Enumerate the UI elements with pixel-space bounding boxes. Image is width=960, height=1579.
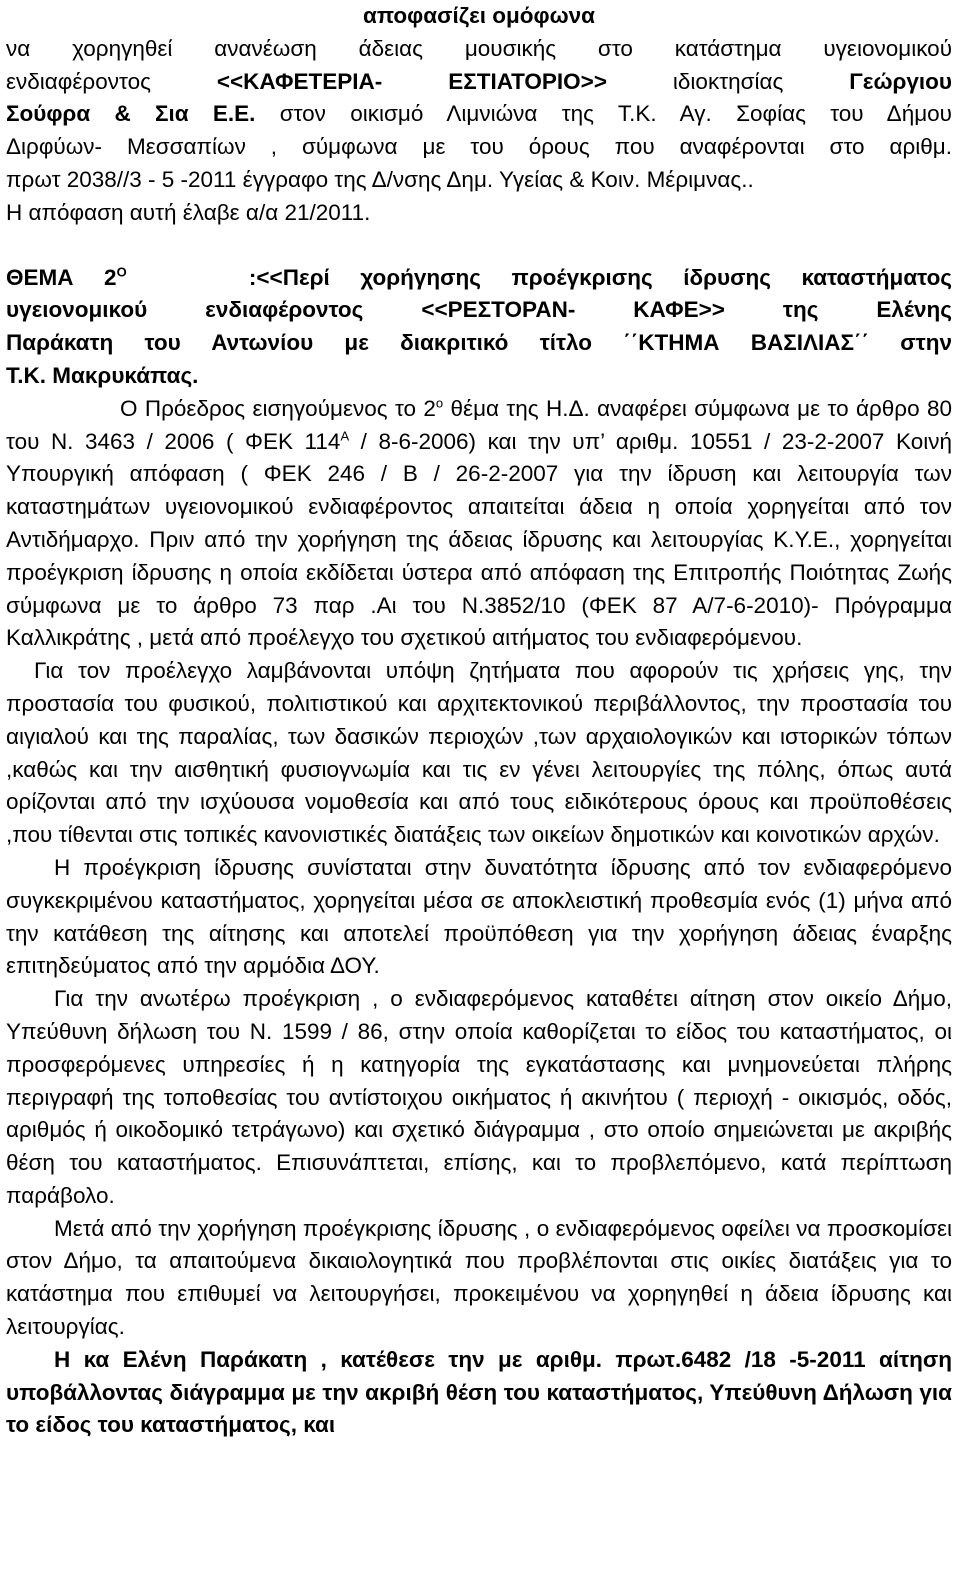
spacer (6, 230, 952, 262)
decision-line: πρωτ 2038//3 - 5 -2011 έγγραφο της Δ/νσης Δημ. Υγείας & Κοιν. Μέριμνας.. (6, 166, 754, 192)
decision-body (6, 33, 952, 230)
topic-line: Παράκατη του Αντωνίου με διακριτικό τίτλο ΄΄ΚΤΗΜΑ ΒΑΣΙΛΙΑΣ΄΄ στην (6, 330, 952, 356)
decision-line: Σούφρα & Σια Ε.Ε. στον οικισμό Λιμνιώνα της Τ.Κ. Αγ. Σοφίας του Δήμου (6, 101, 952, 127)
topic-line: Τ.Κ. Μακρυκάπας. (6, 362, 199, 388)
paragraph-application: Για την ανωτέρω προέγκριση , ο ενδιαφερόμενος καταθέτει αίτηση στον οικείο Δήμο, Υπεύθυνη δήλωση του Ν. 1599 / 86, στην οποία καθορίζεται το είδος του καταστήματος, οι προσφερόμενες υπηρεσίες ή η κατηγορία της εγκατάστασης και μνημονεύεται πλήρης περιγραφή της τοποθεσίας του αντίστοιχου οικήματος ή ακινήτου ( περιοχή - οικισμός, οδός, αριθμός ή οικοδομικό τετράγωνο) και σχετικό διάγραμμα , στο οποίο σημειώνεται με ακριβής θέση του καταστήματος. Επισυνάπτεται, επίσης, και το προβλεπόμενο, κατά περίπτωση παράβολο. (6, 986, 952, 1208)
decision-number: Η απόφαση αυτή έλαβε α/α 21/2011. (6, 199, 371, 225)
decision-line: Διρφύων- Μεσσαπίων , σύμφωνα με του όρους που αναφέρονται στο αριθμ. (6, 134, 952, 160)
topic-line: υγειονομικού ενδιαφέροντος <<ΡΕΣΤΟΡΑΝ- ΚΑΦΕ>> της Ελένης (6, 297, 952, 323)
paragraph-law-reference: Ο Πρόεδρος εισηγούμενος το $2^o$ θέμα της Η.Δ. αναφέρει σύμφωνα με το άρθρο 80 του Ν. 3463 / 2006 ( ΦΕΚ $114^A / 8-6-2006$) και την υπ’ αριθμ. 10551 / 23-2-2007 Κοινή Υπουργική απόφαση ( ΦΕΚ 246 / Β / 26-2-2007 για την ίδρυση και λειτουργία των καταστημάτων υγειονομικού ενδιαφέροντος απαιτείται άδεια η οποία χορηγείται από τον Αντιδήμαρχο. Πριν από την χορήγηση της άδειας ίδρυσης και λειτουργίας Κ.Υ.Ε., χορηγείται προέγκριση ίδρυσης η οποία εκδίδεται ύστερα από απόφαση της Επιτροπής Ποιότητας Ζωής σύμφωνα με το άρθρο 73 παρ .Αι του Ν.3852/10 (ΦΕΚ 87 Α/7-6-2010)- Πρόγραμμα Καλλικράτης , μετά από προέλεγχο του σχετικού αιτήματος του ενδιαφερόμενου. (6, 395, 952, 651)
paragraph-prescreening: Για τον προέλεγχο λαμβάνονται υπόψη ζητήματα που αφορούν τις χρήσεις γης, την προστασία του φυσικού, πολιτιστικού και αρχιτεκτονικού περιβάλλοντος, την προστασία του αιγιαλού και της παραλίας, των δασικών περιοχών ,των αρχαιολογικών και ιστορικών τόπων ,καθώς και την αισθητική φυσιογνωμία και τις εν γένει λειτουργίες της πόλης, όπως αυτά ορίζονται από την ισχύουσα νομοθεσία και από τους ειδικότερους όρους και προϋποθέσεις ,που τίθενται στις τοπικές κανονιστικές διατάξεις των οικείων δημοτικών και κοινοτικών αρχών. (6, 658, 952, 848)
topic-line: ΘΕΜΑ $2^O$ :<<Περί χορήγησης προέγκρισης ίδρυσης καταστήματος (6, 264, 953, 290)
topic-block (6, 262, 952, 393)
decision-heading: αποφασίζει ομόφωνα (363, 3, 595, 28)
decision-line: να χορηγηθεί ανανέωση άδειας μουσικής στο κατάστημα υγειονομικού (6, 35, 952, 61)
paragraph-pre-approval: Η προέγκριση ίδρυσης συνίσταται στην δυνατότητα ίδρυσης από τον ενδιαφερόμενο συγκεκριμένου καταστήματος, χορηγείται μέσα σε αποκλειστική προθεσμία ενός (1) μήνα από την κατάθεση της αίτησης και αποτελεί προϋπόθεση για την χορήγηση άδειας έναρξης επιτηδεύματος από την αρμόδια ΔΟΥ. (6, 854, 952, 979)
paragraph-after-approval: Μετά από την χορήγηση προέγκρισης ίδρυσης , ο ενδιαφερόμενος οφείλει να προσκομίσει στον Δήμο, τα απαιτούμενα δικαιολογητικά που προβλέπονται στις οικίες διατάξεις για το κατάστημα που επιθυμεί να λειτουργήσει, προκειμένου να χορηγηθεί η άδεια ίδρυσης και λειτουργίας. (6, 1215, 952, 1340)
paragraph-applicant: Η κα Ελένη Παράκατη , κατέθεσε την με αριθμ. πρωτ.6482 /18 -5-2011 αίτηση υποβάλλοντας διάγραμμα με την ακριβή θέση του καταστήματος, Υπεύθυνη Δήλωση για το είδος του καταστήματος, και (6, 1346, 952, 1438)
decision-line: ενδιαφέροντος <<ΚΑΦΕΤΕΡΙΑ- ΕΣΤΙΑΤΟΡΙΟ>> ιδιοκτησίας Γεώργιου (6, 68, 952, 94)
